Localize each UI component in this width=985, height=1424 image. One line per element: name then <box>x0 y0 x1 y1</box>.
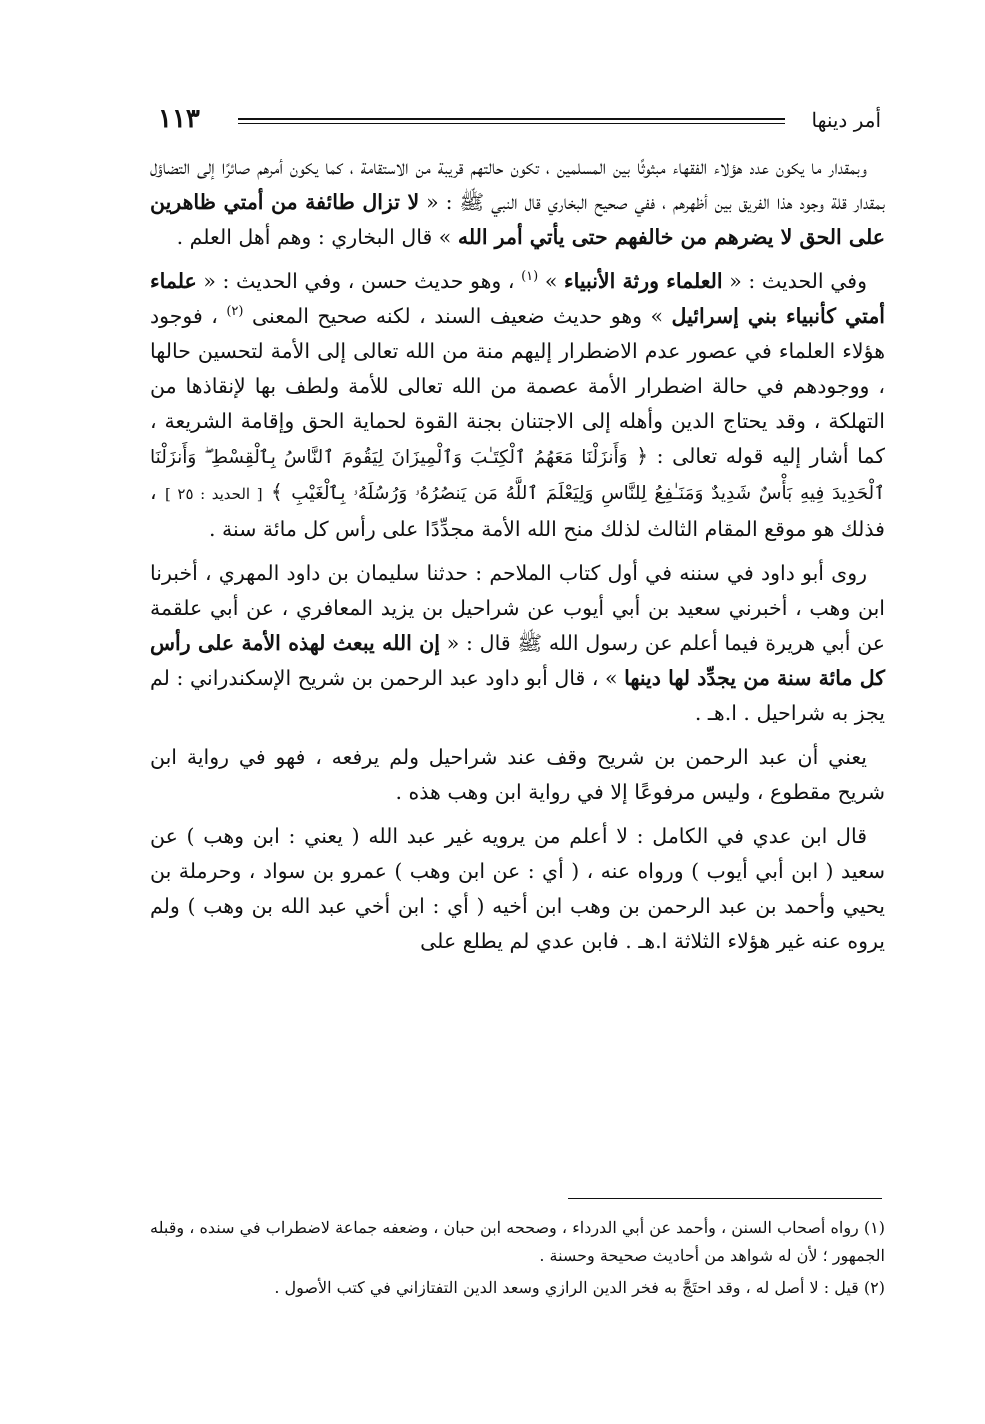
footnote-2: (٢) قيل : لا أصل له ، وقد احتَجَّ به فخر الدين الرازي وسعد الدين التفتازاني في كتب الأصول . <box>274 1278 885 1297</box>
text-run: » <box>538 269 564 293</box>
text-run: » قال البخاري : وهم أهل العلم . <box>176 225 458 249</box>
paragraph-3 <box>150 556 885 731</box>
footnote-marker-1[interactable]: (١) <box>521 269 539 285</box>
main-text <box>150 150 885 968</box>
text-run: وبمقدار ما يكون عدد هؤلاء الفقهاء مبثوثًا بين المسلمين ، تكون حالتهم قريبة من الاستقامة ، كما يكون أمرهم صائرًا إلى التضاؤل بمقدار قلة وجود هذا الفريق بين أظهرهم ، ففي صحيح البخاري قال النبي ﷺ : « <box>150 155 886 214</box>
hadith-quote: العلماء ورثة الأنبياء <box>563 269 723 293</box>
footnotes <box>150 1214 885 1306</box>
paragraph-2 <box>150 264 885 547</box>
footnote-separator <box>568 1198 882 1199</box>
hadith-quote: لا تزال طائفة من أمتي ظاهرين على الحق لا يضرهم من خالفهم حتى يأتي أمر الله <box>150 190 885 249</box>
text-run: روى أبو داود في سننه في أول كتاب الملاحم : حدثنا سليمان بن داود المهري ، أخبرنا ابن وهب ، أخبرني سعيد بن أبي أيوب عن شراحيل بن يزيد المعافري ، عن أبي علقمة عن أبي هريرة فيما أعلم عن رسول الله ﷺ قال : « <box>150 561 885 655</box>
footnote-marker-2[interactable]: (٢) <box>226 304 244 320</box>
running-title: أمر دينها <box>811 108 881 132</box>
text-run: ، فذلك هو موقع المقام الثالث لذلك منح الله الأمة مجدِّدًا على رأس كل مائة سنة . <box>150 480 885 541</box>
hadith-quote: علماء أمتي كأنبياء بني إسرائيل <box>150 269 886 328</box>
paragraph-4: يعني أن عبد الرحمن بن شريح وقف عند شراحيل ولم يرفعه ، فهو في رواية ابن شريح مقطوع ، وليس مرفوعًا إلا في رواية ابن وهب هذه . <box>150 745 885 804</box>
text-run: ، فوجود هؤلاء العلماء في عصور عدم الاضطرار إليهم منة من الله تعالى إلى الأمة لتحسين حالها ، ووجودهم في حالة اضطرار الأمة عصمة من الله تعالى للأمة ولطف بها لإنقاذها من التهلكة ، وقد يحتاج الدين وأهله إلى الاجتنان بجنة القوة لحماية الحق وإقامة الشريعة ، كما أشار إليه قوله تعالى : ﴿ <box>150 304 885 468</box>
text-run: ، وهو حديث حسن ، وفي الحديث : « <box>196 269 522 293</box>
text-run: » ، قال أبو داود عبد الرحمن بن شريح الإسكندراني : لم يجز به شراحيل . ا.هـ . <box>150 666 885 725</box>
text-run: » وهو حديث ضعيف السند ، لكنه صحيح المعنى <box>243 304 672 328</box>
verse-reference: [ الحديد : ٢٥ ] <box>164 485 263 503</box>
quran-verse: وَأَنزَلْنَا مَعَهُمُ ٱلْكِتَـٰبَ وَٱلْمِيزَانَ لِيَقُومَ ٱلنَّاسُ بِٱلْقِسْطِ ۖ وَأَنزَلْنَا ٱلْحَدِيدَ فِيهِ بَأْسٌ شَدِيدٌ وَمَنَـٰفِعُ لِلنَّاسِ وَلِيَعْلَمَ ٱللَّهُ مَن يَنصُرُهُۥ وَرُسُلَهُۥ بِٱلْغَيْبِ <box>150 447 885 504</box>
running-header <box>158 104 881 136</box>
text-run: وفي الحديث : « <box>722 269 867 293</box>
hadith-quote: إن الله يبعث لهذه الأمة على رأس كل مائة سنة من يجدِّد لها دينها <box>150 631 885 690</box>
paragraph-5: قال ابن عدي في الكامل : لا أعلم من يرويه غير عبد الله ( يعني : ابن وهب ) عن سعيد ( ابن أبي أيوب ) ورواه عنه ، ( أي : عن ابن وهب ) عمرو بن سواد ، وحرملة بن يحيي وأحمد بن عبد الرحمن بن وهب ابن أخيه ( أي : ابن أخي عبد الله بن وهب ) ولم يروه عنه غير هؤلاء الثلاثة ا.هـ . فابن عدي لم يطلع على <box>150 824 885 953</box>
page-number: ١١٣ <box>158 104 200 134</box>
footnote-1: (١) رواه أصحاب السنن ، وأحمد عن أبي الدرداء ، وصححه ابن حبان ، وضعفه جماعة لاضطراب في سنده ، وقبله الجمهور ؛ لأن له شواهد من أحاديث صحيحة وحسنة . <box>150 1218 885 1265</box>
text-run: ﴾ <box>262 480 292 504</box>
paragraph-1 <box>150 150 885 255</box>
header-rule <box>238 118 785 124</box>
